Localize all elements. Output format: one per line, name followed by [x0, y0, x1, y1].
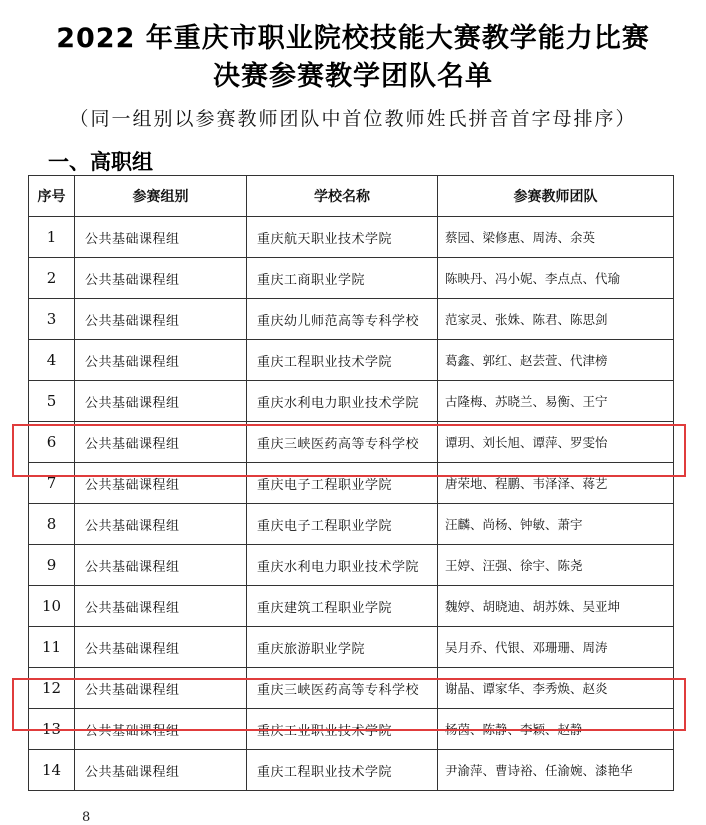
row-team: 葛鑫、郭红、赵芸萱、代津榜: [438, 340, 674, 381]
table-row: [29, 340, 674, 381]
row-index: 12: [29, 668, 75, 709]
row-team: 陈映丹、冯小妮、李点点、代瑜: [438, 258, 674, 299]
row-group: 公共基础课程组: [75, 586, 247, 627]
table-row: [29, 258, 674, 299]
row-index: 11: [29, 627, 75, 668]
table-row: [29, 627, 674, 668]
row-school: 重庆工业职业技术学院: [247, 709, 438, 750]
row-group: 公共基础课程组: [75, 381, 247, 422]
table-row: [29, 586, 674, 627]
row-group: 公共基础课程组: [75, 217, 247, 258]
row-school: 重庆建筑工程职业学院: [247, 586, 438, 627]
table-row: [29, 299, 674, 340]
row-group: 公共基础课程组: [75, 463, 247, 504]
row-school: 重庆工商职业学院: [247, 258, 438, 299]
row-team: 谭玥、刘长旭、谭萍、罗雯怡: [438, 422, 674, 463]
row-group: 公共基础课程组: [75, 750, 247, 791]
row-team: 蔡园、梁修惠、周涛、余英: [438, 217, 674, 258]
header-team: 参赛教师团队: [438, 176, 674, 217]
header-index: 序号: [29, 176, 75, 217]
row-index: 9: [29, 545, 75, 586]
table-row: [29, 504, 674, 545]
table-row: [29, 709, 674, 750]
document-title-line2: 决赛参赛教学团队名单: [213, 61, 493, 92]
row-group: 公共基础课程组: [75, 504, 247, 545]
row-school: 重庆三峡医药高等专科学校: [247, 668, 438, 709]
table-row: [29, 217, 674, 258]
row-school: 重庆工程职业技术学院: [247, 340, 438, 381]
table-row: [29, 750, 674, 791]
document-subtitle: （同一组别以参赛教师团队中首位教师姓氏拼音首字母排序）: [69, 108, 637, 130]
table-row: [29, 422, 674, 463]
row-group: 公共基础课程组: [75, 668, 247, 709]
table-row: [29, 463, 674, 504]
table-row: [29, 668, 674, 709]
header-group: 参赛组别: [75, 176, 247, 217]
row-team: 魏婷、胡晓迪、胡苏姝、吴亚坤: [438, 586, 674, 627]
row-index: 4: [29, 340, 75, 381]
document-title-line1: 2022 年重庆市职业院校技能大赛教学能力比赛: [56, 23, 650, 54]
team-roster-table: [28, 175, 674, 791]
row-school: 重庆航天职业技术学院: [247, 217, 438, 258]
row-school: 重庆电子工程职业学院: [247, 463, 438, 504]
row-team: 范家灵、张姝、陈君、陈思剑: [438, 299, 674, 340]
row-index: 13: [29, 709, 75, 750]
row-group: 公共基础课程组: [75, 627, 247, 668]
table-header-row: [29, 176, 674, 217]
row-team: 尹渝萍、曹诗裕、任渝婉、漆艳华: [438, 750, 674, 791]
row-index: 2: [29, 258, 75, 299]
row-group: 公共基础课程组: [75, 299, 247, 340]
row-school: 重庆水利电力职业技术学院: [247, 545, 438, 586]
row-group: 公共基础课程组: [75, 340, 247, 381]
row-team: 谢晶、谭家华、李秀焕、赵炎: [438, 668, 674, 709]
row-team: 杨茵、陈静、李颖、赵静: [438, 709, 674, 750]
row-group: 公共基础课程组: [75, 545, 247, 586]
row-index: 1: [29, 217, 75, 258]
row-school: 重庆幼儿师范高等专科学校: [247, 299, 438, 340]
header-school: 学校名称: [247, 176, 438, 217]
row-team: 汪麟、尚杨、钟敏、萧宇: [438, 504, 674, 545]
row-team: 唐荣地、程鹏、韦泽泽、蒋艺: [438, 463, 674, 504]
row-team: 王婷、汪强、徐宇、陈尧: [438, 545, 674, 586]
row-group: 公共基础课程组: [75, 258, 247, 299]
row-group: 公共基础课程组: [75, 422, 247, 463]
row-index: 10: [29, 586, 75, 627]
row-team: 古隆梅、苏晓兰、易衡、王宁: [438, 381, 674, 422]
table-row: [29, 545, 674, 586]
row-index: 8: [29, 504, 75, 545]
section-heading: 一、高职组: [48, 150, 153, 174]
table-body: [29, 217, 674, 791]
table-row: [29, 381, 674, 422]
row-index: 6: [29, 422, 75, 463]
row-school: 重庆工程职业技术学院: [247, 750, 438, 791]
page-footnote: 8: [82, 810, 91, 825]
row-index: 7: [29, 463, 75, 504]
row-index: 14: [29, 750, 75, 791]
row-school: 重庆电子工程职业学院: [247, 504, 438, 545]
row-school: 重庆三峡医药高等专科学校: [247, 422, 438, 463]
row-school: 重庆水利电力职业技术学院: [247, 381, 438, 422]
row-school: 重庆旅游职业学院: [247, 627, 438, 668]
row-index: 5: [29, 381, 75, 422]
row-group: 公共基础课程组: [75, 709, 247, 750]
row-index: 3: [29, 299, 75, 340]
row-team: 吴月乔、代银、邓珊珊、周涛: [438, 627, 674, 668]
